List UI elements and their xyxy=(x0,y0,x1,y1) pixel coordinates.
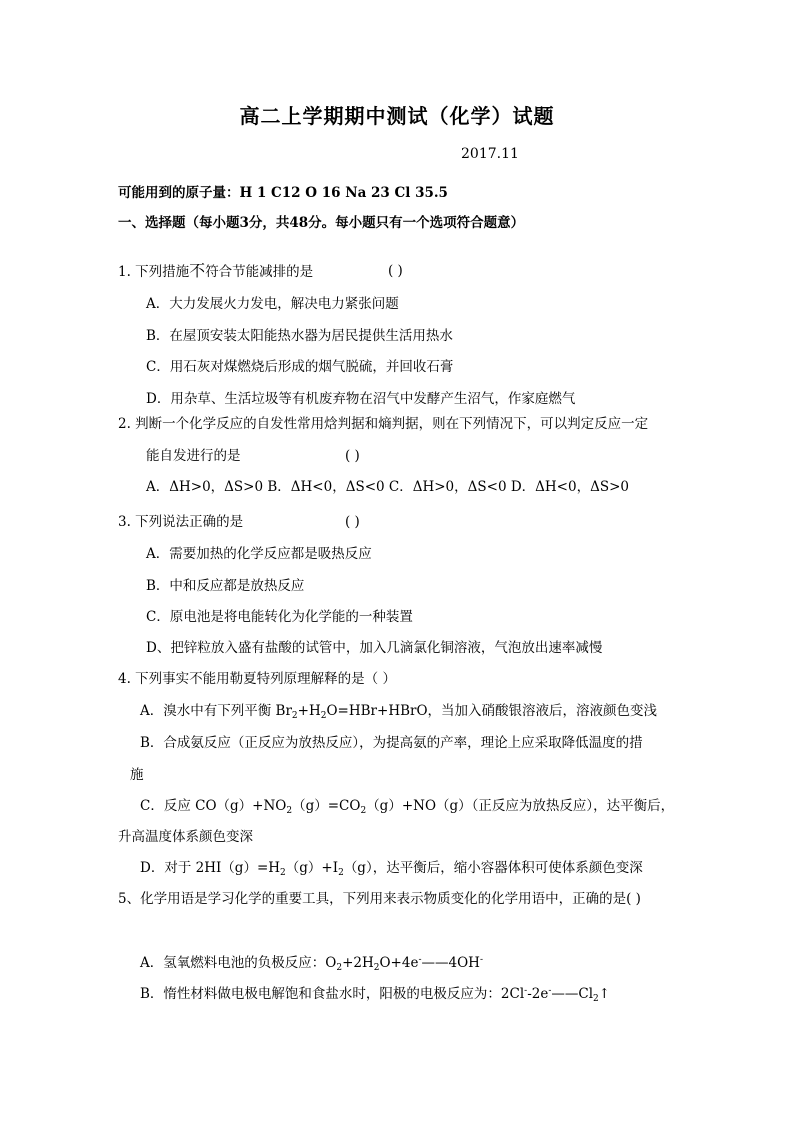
q3-option-d: D、把锌粒放入盛有盐酸的试管中，加入几滴氯化铜溶液，气泡放出速率减慢 xyxy=(146,640,603,656)
question-2-answer-paren: ( ) xyxy=(345,448,360,464)
q1-option-a: A．大力发展火力发电，解决电力紧张问题 xyxy=(146,296,399,312)
question-5-stem: 5、化学用语是学习化学的重要工具，下列用来表示物质变化的化学用语中，正确的是( ) xyxy=(118,891,641,907)
q5-a-text-4: ——4OH xyxy=(421,955,480,971)
question-2-stem-line1: 2. 判断一个化学反应的自发性常用焓判据和熵判据，则在下列情况下，可以判定反应一定 xyxy=(118,416,649,432)
q3-option-a: A．需要加热的化学反应都是吸热反应 xyxy=(146,546,372,562)
question-1-answer-paren: ( ) xyxy=(388,263,403,279)
q5-a-text-3: O+4e xyxy=(379,955,419,971)
q4-a-text-2: +H xyxy=(297,703,321,719)
q1-option-c: C．用石灰对煤燃烧后形成的烟气脱硫，并回收石膏 xyxy=(146,359,454,375)
q5-b-text-2: -2e xyxy=(527,986,549,1002)
q4-d-text-3: （g），达平衡后，缩小容器体积可使体系颜色变深 xyxy=(343,860,643,876)
q3-option-c: C．原电池是将电能转化为化学能的一种装置 xyxy=(146,609,413,625)
q4-option-c-line2: 升高温度体系颜色变深 xyxy=(118,829,253,845)
q4-option-a: A．溴水中有下列平衡 $Br_2+H_2O=HBr+HBrO$，当加入硝酸银溶液后，溶液颜色变浅 xyxy=(140,703,658,721)
q5-a-text-2: +2H xyxy=(342,955,374,971)
q1-stem-pre: 1. 下列措施 xyxy=(118,264,190,280)
q4-d-text-2: （g）+I xyxy=(285,860,339,876)
atomic-mass-note: 可能用到的原子量：H 1 C12 O 16 Na 23 Cl 35.5 xyxy=(118,185,448,201)
q4-c-text-1: C．反应 CO（g）+NO xyxy=(140,798,287,814)
q1-stem-post: 符合节能减排的是 xyxy=(205,264,314,280)
q1-option-d: D．用杂草、生活垃圾等有机废弃物在沼气中发酵产生沼气，作家庭燃气 xyxy=(146,391,576,407)
q4-option-b-line2: 施 xyxy=(130,767,144,783)
question-3-stem: 3. 下列说法正确的是 xyxy=(118,514,244,530)
q5-option-b: B．惰性材料做电极电解饱和食盐水时，阳极的电极反应为：$2Cl^--2e^-——Cl_2↑$ xyxy=(140,986,611,1004)
q5-a-text-1: A．氢氧燃料电池的负极反应：O xyxy=(140,955,337,971)
q4-option-b-line1: B．合成氨反应（正反应为放热反应），为提高氨的产率，理论上应采取降低温度的措 xyxy=(140,735,643,751)
question-4-stem: 4. 下列事实不能用勒夏特列原理解释的是（ ） xyxy=(118,671,396,687)
page-title: 高二上学期期中测试（化学）试题 xyxy=(239,104,555,128)
q4-a-text-3: O=HBr+HBrO，当加入硝酸银溶液后，溶液颜色变浅 xyxy=(326,703,658,719)
q4-a-text-1: A．溴水中有下列平衡 Br xyxy=(140,703,292,719)
question-2-stem-line2: 能自发进行的是 xyxy=(146,448,241,464)
q2-options: A．ΔH>0，ΔS>0 B．ΔH<0，ΔS<0 C．ΔH>0，ΔS<0 D．ΔH<0，ΔS>0 xyxy=(146,479,629,495)
section-heading: 一、选择题（每小题3分，共48分。每小题只有一个选项符合题意） xyxy=(118,215,525,231)
exam-date: 2017.11 xyxy=(461,146,519,162)
question-1-stem xyxy=(118,262,313,281)
q1-stem-not: 不 xyxy=(189,261,206,280)
q1-option-b: B．在屋顶安装太阳能热水器为居民提供生活用热水 xyxy=(146,328,453,344)
q4-option-c-line1: C．反应 $CO(g)+NO_2(g)=CO_2(g)+NO(g)$（正反应为放热反应），达平衡后， xyxy=(140,798,675,816)
q4-c-text-3: （g）+NO（g）（正反应为放热反应），达平衡后， xyxy=(366,798,675,814)
q3-option-b: B．中和反应都是放热反应 xyxy=(146,578,305,594)
q4-d-text-1: D．对于 2HI（g）=H xyxy=(140,860,281,876)
q4-c-text-2: （g）=CO xyxy=(292,798,361,814)
q5-option-a: A．氢氧燃料电池的负极反应：$O_2+2H_2O+4e^-——4OH^-$ xyxy=(140,955,483,973)
up-arrow-symbol: ↑ xyxy=(598,986,611,1002)
q5-b-text-1: B．惰性材料做电极电解饱和食盐水时，阳极的电极反应为：2Cl xyxy=(140,986,525,1002)
question-3-answer-paren: ( ) xyxy=(345,514,360,530)
q4-option-d: D．对于 $2HI(g)=H_2(g)+I_2(g)$，达平衡后，缩小容器体积可使体系颜色变深 xyxy=(140,860,643,878)
q5-b-text-3: ——Cl xyxy=(551,986,594,1002)
